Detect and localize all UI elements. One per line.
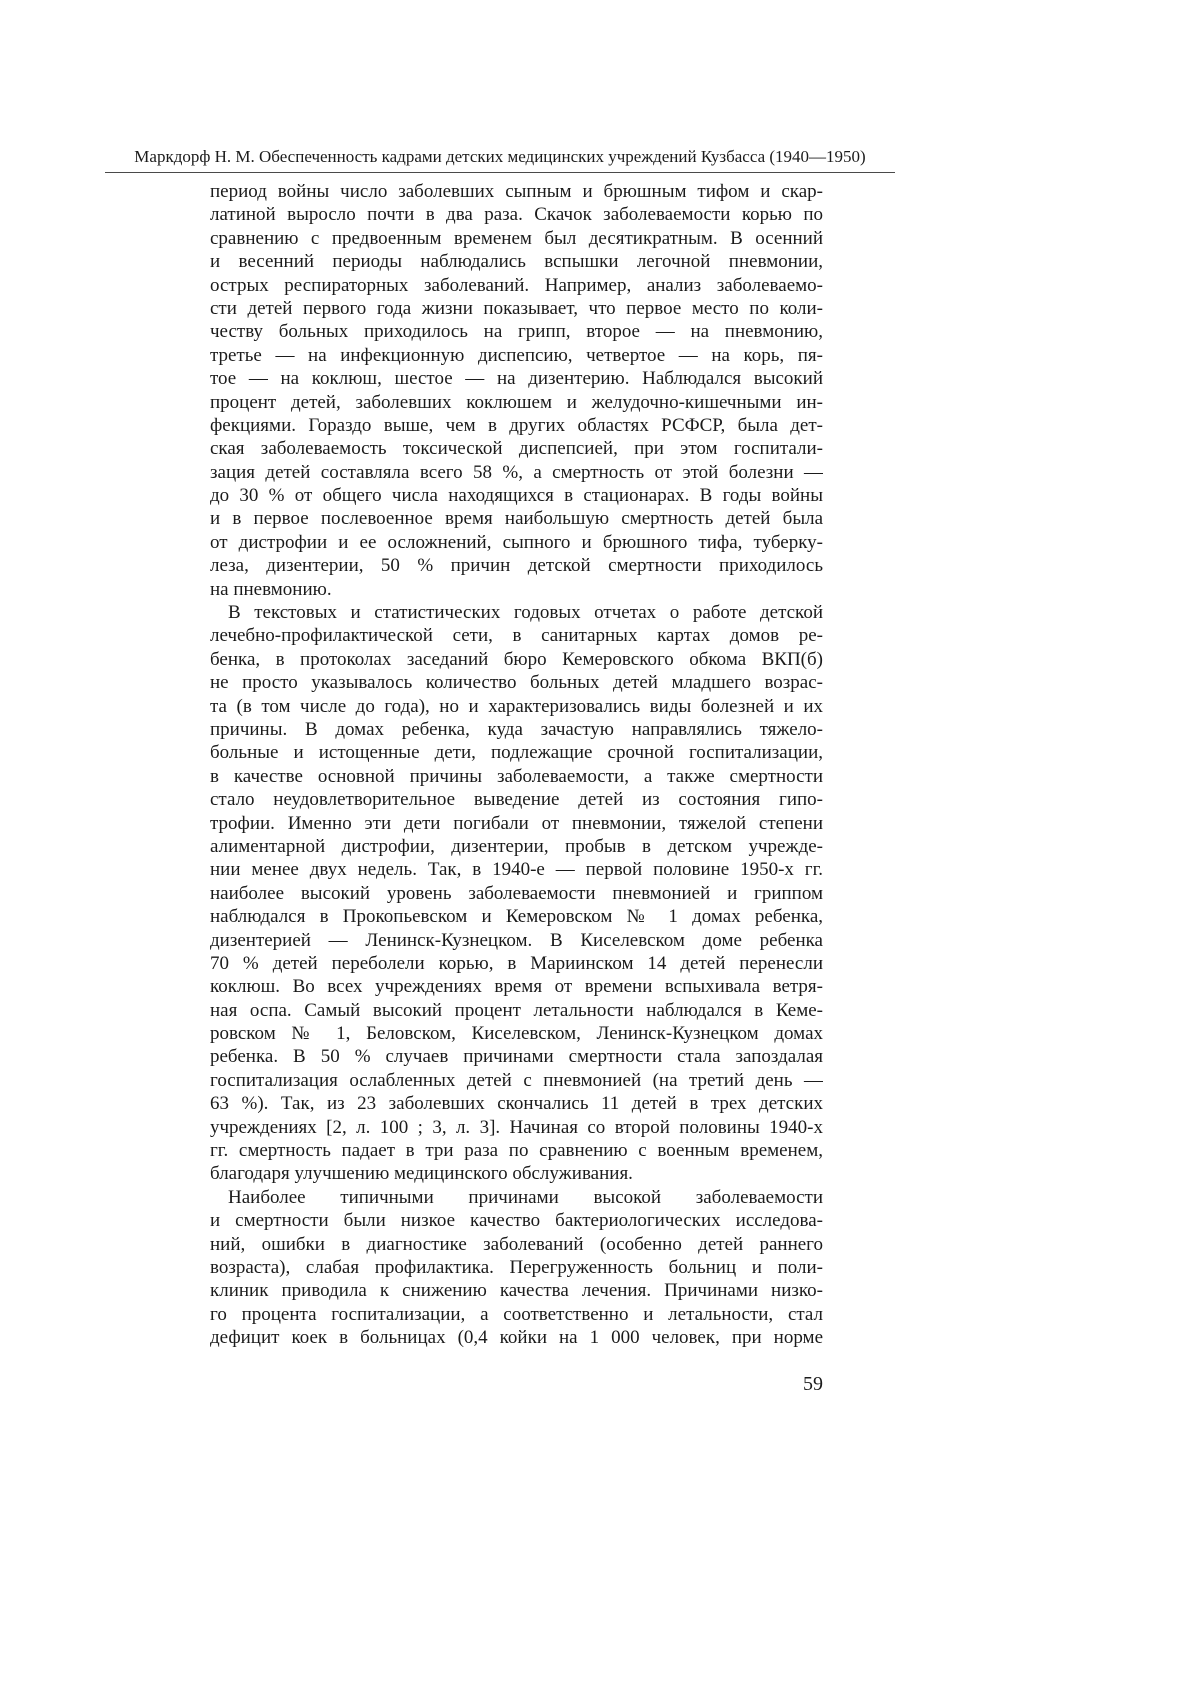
text-line: 70 % детей переболели корью, в Мариинском 14 детей перенесли xyxy=(210,952,823,974)
text-line: сти детей первого года жизни показывает, что первое место по коли- xyxy=(210,297,823,319)
text-line: трофии. Именно эти дети погибали от пневмонии, тяжелой степени xyxy=(210,812,823,834)
text-line: тое — на коклюш, шестое — на дизентерию. Наблюдался высокий xyxy=(210,368,823,390)
text-line: и в первое послевоенное время наибольшую смертность детей была xyxy=(210,508,823,530)
text-line: 63 %). Так, из 23 заболевших скончались 11 детей в трех детских xyxy=(210,1093,823,1115)
text-line: ний, ошибки в диагностике заболеваний (особенно детей раннего xyxy=(210,1233,823,1255)
text-line: коклюш. Во всех учреждениях время от времени вспыхивала ветря- xyxy=(210,976,823,998)
text-line: учреждениях [2, л. 100 ; 3, л. 3]. Начиная со второй половины 1940-х xyxy=(210,1116,823,1138)
page-number: 59 xyxy=(803,1373,823,1395)
text-line: наблюдался в Прокопьевском и Кемеровском № 1 домах ребенка, xyxy=(210,906,823,928)
text-line: до 30 % от общего числа находящихся в стационарах. В годы войны xyxy=(210,485,823,507)
paragraph xyxy=(210,180,823,601)
text-line: ская заболеваемость токсической диспепсией, при этом госпитали- xyxy=(210,438,823,460)
text-line: и смертности были низкое качество бактериологических исследова- xyxy=(210,1210,823,1232)
text-line: латиной выросло почти в два раза. Скачок заболеваемости корью по xyxy=(210,204,823,226)
text-line: нии менее двух недель. Так, в 1940-е — первой половине 1950-х гг. xyxy=(210,859,823,881)
text-line: Наиболее типичными причинами высокой заболеваемости xyxy=(228,1186,823,1208)
text-line: процент детей, заболевших коклюшем и желудочно-кишечными ин- xyxy=(210,391,823,413)
text-line: стало неудовлетворительное выведение детей из состояния гипо- xyxy=(210,789,823,811)
text-line: алиментарной дистрофии, дизентерии, пробыв в детском учрежде- xyxy=(210,835,823,857)
text-line: острых респираторных заболеваний. Например, анализ заболеваемо- xyxy=(210,274,823,296)
text-line: леза, дизентерии, 50 % причин детской смертности приходилось xyxy=(210,555,823,577)
text-line: госпитализация ослабленных детей с пневмонией (на третий день — xyxy=(210,1069,823,1091)
text-line: дефицит коек в больницах (0,4 койки на 1 000 человек, при норме xyxy=(210,1327,823,1349)
text-line: третье — на инфекционную диспепсию, четвертое — на корь, пя- xyxy=(210,344,823,366)
text-line: в качестве основной причины заболеваемости, а также смертности xyxy=(210,765,823,787)
text-line: не просто указывалось количество больных детей младшего возрас- xyxy=(210,672,823,694)
text-line: ребенка. В 50 % случаев причинами смертности стала запоздалая xyxy=(210,1046,823,1068)
paragraph xyxy=(210,1186,823,1350)
running-head: Маркдорф Н. М. Обеспеченность кадрами детских медицинских учреждений Кузбасса (1940—1950) xyxy=(134,147,866,166)
text-block xyxy=(210,180,823,1350)
text-line: дизентерией — Ленинск-Кузнецком. В Киселевском доме ребенка xyxy=(210,929,823,951)
text-line: бенка, в протоколах заседаний бюро Кемеровского обкома ВКП(б) xyxy=(210,648,823,670)
text-line: зация детей составляла всего 58 %, а смертность от этой болезни — xyxy=(210,461,823,483)
text-line: период войны число заболевших сыпным и брюшным тифом и скар- xyxy=(210,181,823,202)
header-rule xyxy=(105,172,895,173)
text-line: сравнению с предвоенным временем был десятикратным. В осенний xyxy=(210,227,823,249)
text-line: го процента госпитализации, а соответственно и летальности, стал xyxy=(210,1303,823,1325)
text-line: и весенний периоды наблюдались вспышки легочной пневмонии, xyxy=(210,251,823,273)
text-line: лечебно-профилактической сети, в санитарных картах домов ре- xyxy=(210,625,823,647)
text-line: от дистрофии и ее осложнений, сыпного и брюшного тифа, туберку- xyxy=(210,531,823,553)
text-line: благодаря улучшению медицинского обслуживания. xyxy=(210,1163,633,1185)
text-line: возраста), слабая профилактика. Перегруженность больниц и поли- xyxy=(210,1256,823,1278)
text-line: причины. В домах ребенка, куда зачастую направлялись тяжело- xyxy=(210,718,823,740)
text-line: наиболее высокий уровень заболеваемости пневмонией и гриппом xyxy=(210,882,823,904)
text-line: больные и истощенные дети, подлежащие срочной госпитализации, xyxy=(210,742,823,764)
text-line: ровском № 1, Беловском, Киселевском, Ленинск-Кузнецком домах xyxy=(210,1023,823,1045)
text-line: честву больных приходилось на грипп, второе — на пневмонию, xyxy=(210,321,823,343)
paragraph xyxy=(210,601,823,1186)
text-line: та (в том числе до года), но и характеризовались виды болезней и их xyxy=(210,695,823,717)
text-line: на пневмонию. xyxy=(210,578,332,600)
text-line: гг. смертность падает в три раза по сравнению с военным временем, xyxy=(210,1140,823,1162)
text-line: В текстовых и статистических годовых отчетах о работе детской xyxy=(228,602,823,624)
text-line: фекциями. Гораздо выше, чем в других областях РСФСР, была дет- xyxy=(210,414,823,436)
text-line: клиник приводила к снижению качества лечения. Причинами низко- xyxy=(210,1280,823,1302)
text-line: ная оспа. Самый высокий процент летальности наблюдался в Кеме- xyxy=(210,999,823,1021)
